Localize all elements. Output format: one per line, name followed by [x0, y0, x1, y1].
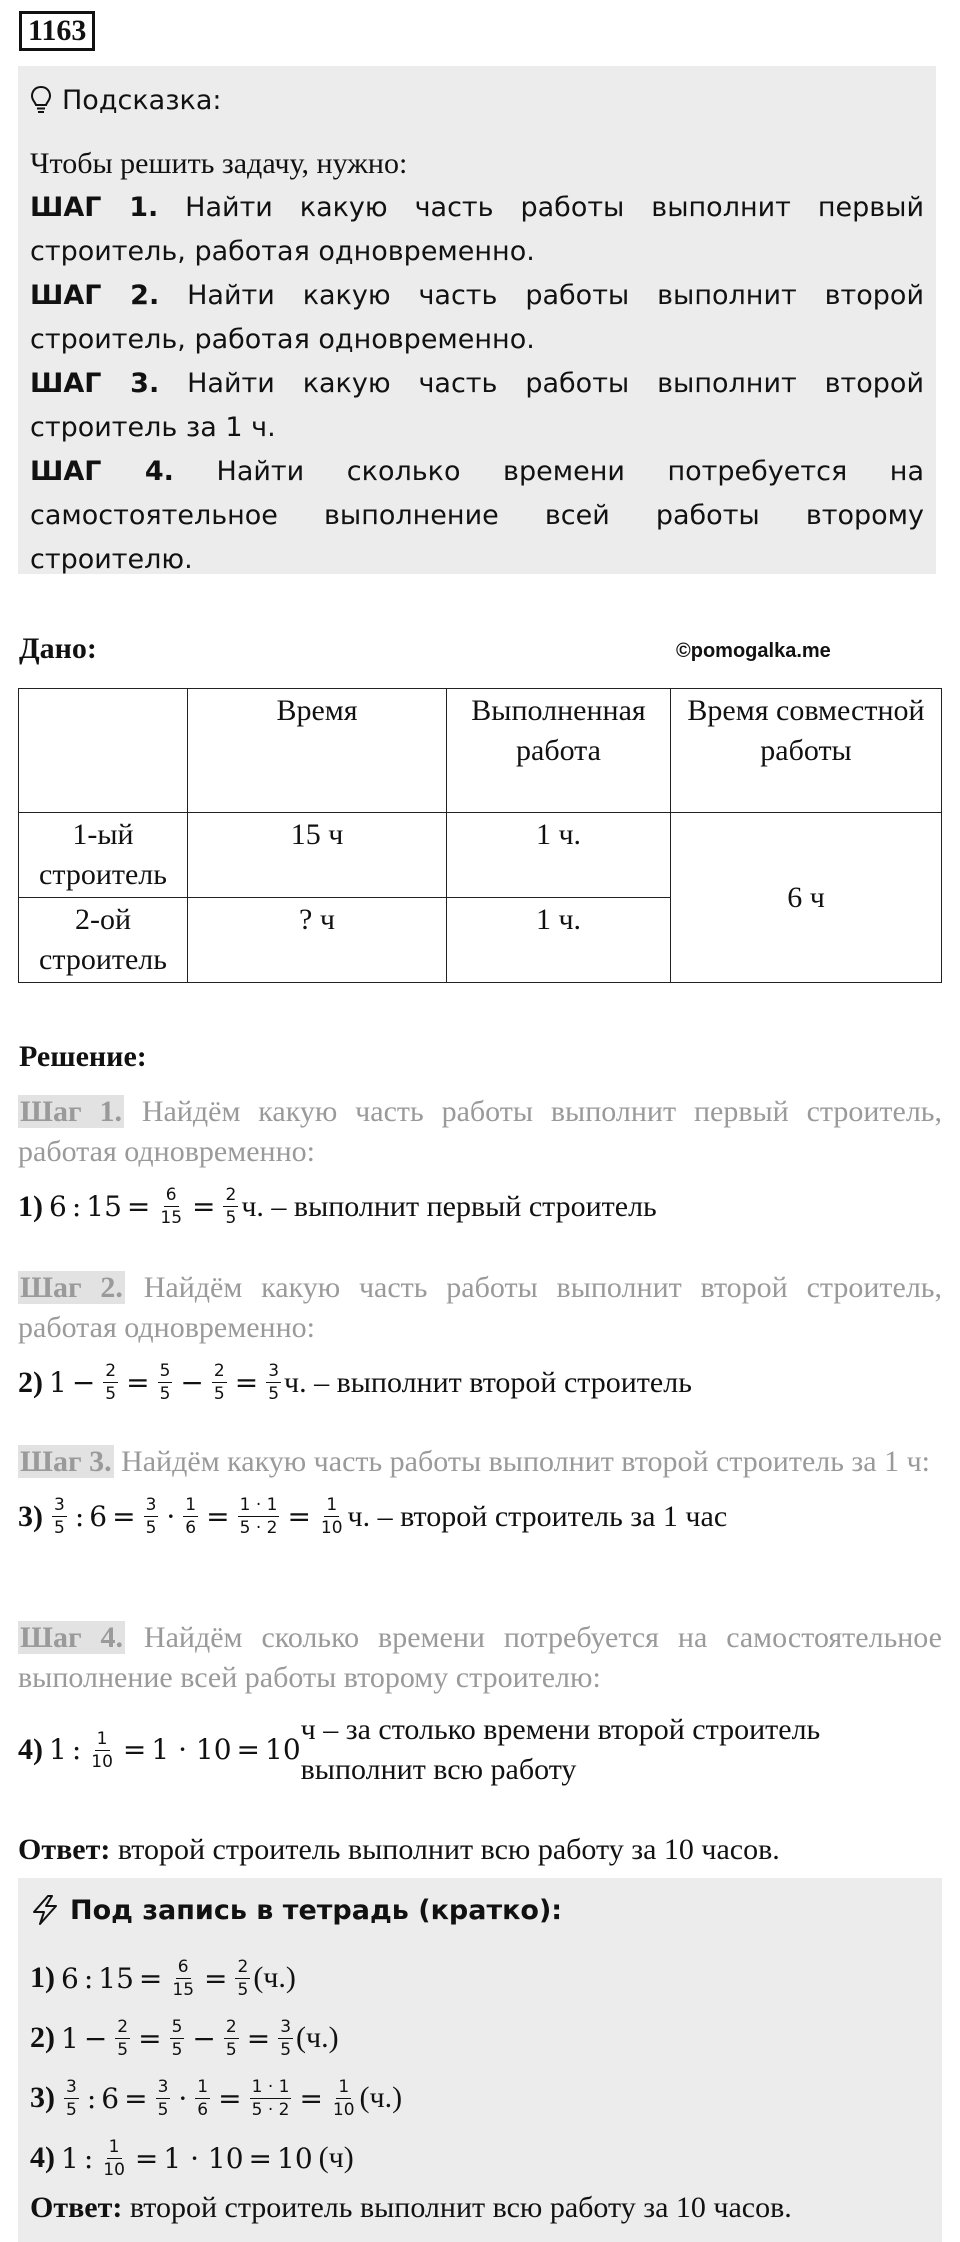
step-label: Шаг 4. — [20, 1621, 123, 1654]
solution-step-1: Шаг 1. Найдём какую часть работы выполнит первый строитель, работая одновременно: 1) 6 : 15 = $\frac{6}{15}$ = $\frac{2}{5}$ ч. – выполнит первый строитель — [18, 1095, 942, 1228]
solution-step-2: Шаг 2. Найдём какую часть работы выполнит второй строитель, работая одновременно: 2) 1 − $\frac{2}{5}$ = $\frac{5}{5}$ − $\frac{2}{5}$ = $\frac{3}{5}$ ч. – выполнит второй строитель — [18, 1271, 942, 1404]
table-cell: 1 ч. — [447, 813, 671, 898]
calc-line: 1) 6 : 15 = $\frac{6}{15}$ = $\frac{2}{5}$ ч. – выполнит первый строитель — [18, 1185, 657, 1228]
notebook-line: 2) 1 − $\frac{2}{5}$ = $\frac{5}{5}$ − $\frac{2}{5}$ = $\frac{3}{5}$ (ч.) — [30, 2016, 339, 2060]
step-label: Шаг 2. — [20, 1271, 123, 1304]
watermark: ©pomogalka.me — [676, 640, 831, 662]
answer-label: Ответ: — [18, 1833, 111, 1866]
table-header: Время совместной работы — [671, 689, 942, 813]
hint-step: ШАГ 3. Найти какую часть работы выполнит второй строитель за 1 ч. — [30, 368, 924, 443]
hint-step: ШАГ 1. Найти какую часть работы выполнит первый строитель, работая одновременно. — [30, 192, 924, 267]
step-label: Шаг 1. — [20, 1095, 122, 1128]
answer — [18, 1830, 942, 1870]
hint-step: ШАГ 4. Найти сколько времени потребуется на самостоятельное выполнение всей работы второму строителю. — [30, 456, 924, 575]
solution-title: Решение: — [19, 1040, 147, 1073]
hint-box — [18, 66, 936, 574]
answer-text: второй строитель выполнит всю работу за 10 часов. — [110, 1833, 780, 1866]
notebook-header — [30, 1890, 930, 1930]
lightbulb-icon — [30, 85, 52, 115]
calc-line: 2) 1 − $\frac{2}{5}$ = $\frac{5}{5}$ − $\frac{2}{5}$ = $\frac{3}{5}$ ч. – выполнит второй строитель — [18, 1361, 692, 1404]
table-header: Выполненная работа — [447, 689, 671, 813]
given-table — [18, 688, 942, 983]
table-header — [19, 689, 188, 813]
hint-intro: Чтобы решить задачу, нужно: — [30, 147, 408, 180]
table-cell: 1 ч. — [447, 898, 671, 983]
hint-step: ШАГ 2. Найти какую часть работы выполнит второй строитель, работая одновременно. — [30, 280, 924, 355]
notebook-line: 3) $\frac{3}{5}$ : 6 = $\frac{3}{5}$ · $\frac{1}{6}$ = $\frac{1 \cdot 1}{5 \cdot 2}$ = $\frac{1}{10}$ (ч.) — [30, 2076, 403, 2120]
table-cell: 1-ый строитель — [19, 813, 188, 898]
table-cell-joint: 6 ч — [671, 813, 942, 983]
hint-header — [30, 80, 924, 120]
lightning-icon — [30, 1894, 60, 1926]
notebook-answer: Ответ: второй строитель выполнит всю работу за 10 часов. — [30, 2191, 792, 2224]
notebook-title: Под запись в тетрадь (кратко): — [70, 1894, 563, 1926]
table-cell: 15 ч — [188, 813, 447, 898]
given-title: Дано: — [19, 632, 97, 665]
notebook-line: 4) 1 : $\frac{1}{10}$ = 1 · 10 = 10 (ч) — [30, 2136, 354, 2180]
table-cell: 2-ой строитель — [19, 898, 188, 983]
solution-step-4: Шаг 4. Найдём сколько времени потребуется на самостоятельное выполнение всей работы второму строителю: 4) 1 : $\frac{1}{10}$ = 1 · 10 = 10 ч – за столько времени второй строитель выполнит всю работу — [18, 1618, 942, 1790]
table-header: Время — [188, 689, 447, 813]
notebook-line: 1) 6 : 15 = $\frac{6}{15}$ = $\frac{2}{5}$ (ч.) — [30, 1956, 296, 2000]
solution-step-3: Шаг 3. Найдём какую часть работы выполнит второй строитель за 1 ч: 3) $\frac{3}{5}$ : 6 = $\frac{3}{5}$ · $\frac{1}{6}$ = $\frac{1 \cdot 1}{5 \cdot 2}$ = $\frac{1}{10}$ ч. – второй строитель за 1 час — [18, 1442, 942, 1539]
notebook-box — [18, 1878, 942, 2242]
hint-title: Подсказка: — [62, 84, 222, 116]
step-label: Шаг 3. — [20, 1445, 112, 1478]
calc-line: 3) $\frac{3}{5}$ : 6 = $\frac{3}{5}$ · $\frac{1}{6}$ = $\frac{1 \cdot 1}{5 \cdot 2}$ = $\frac{1}{10}$ ч. – второй строитель за 1 час — [18, 1495, 728, 1538]
table-cell: ? ч — [188, 898, 447, 983]
calc-line: 4) 1 : $\frac{1}{10}$ = 1 · 10 = 10 ч – за столько времени второй строитель выполнит всю работу — [18, 1713, 821, 1786]
task-number: 1163 — [19, 11, 95, 51]
